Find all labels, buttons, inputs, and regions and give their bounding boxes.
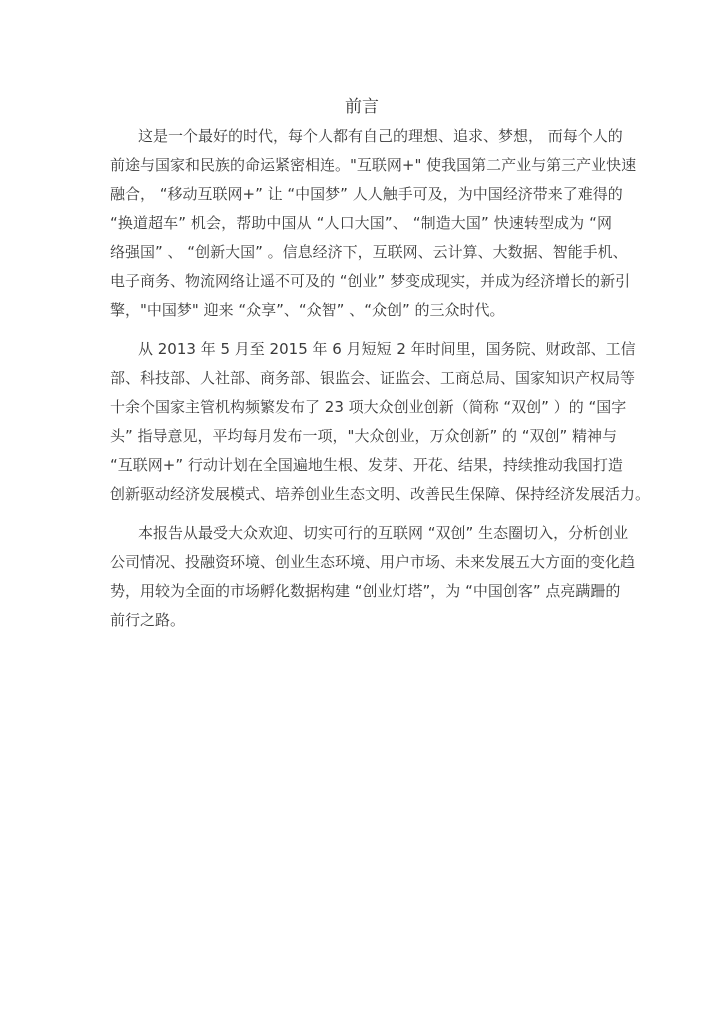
text-line: “互联网+” 行动计划在全国遍地生根、发芽、开花、结果，持续推动我国打造 xyxy=(110,456,623,474)
text-line: 融合， “移动互联网+” 让 “中国梦” 人人触手可及，为中国经济带来了难得的 xyxy=(110,185,623,203)
text-line: 部、科技部、人社部、商务部、银监会、证监会、工商总局、国家知识产权局等 xyxy=(110,369,636,387)
text-line: 擎，"中国梦" 迎来 “众享”、“众智” 、“众创” 的三众时代。 xyxy=(110,301,505,319)
text-line: 前途与国家和民族的命运紧密相连。"互联网+" 使我国第二产业与第三产业快速 xyxy=(110,156,637,174)
text-line: 头” 指导意见，平均每月发布一项，"大众创业，万众创新” 的 “双创” 精神与 xyxy=(110,427,618,445)
document-body xyxy=(110,124,651,647)
text-line: 这是一个最好的时代，每个人都有自己的理想、追求、梦想， 而每个人的 xyxy=(138,127,623,145)
text-line: 势，用较为全面的市场孵化数据构建 “创业灯塔”，为 “中国创客” 点亮蹒跚的 xyxy=(110,582,621,600)
text-line: 络强国” 、 “创新大国” 。信息经济下，互联网、云计算、大数据、智能手机、 xyxy=(110,243,628,261)
text-line: 公司情况、投融资环境、创业生态环境、用户市场、未来发展五大方面的变化趋 xyxy=(110,553,636,571)
text-line: 本报告从最受大众欢迎、切实可行的互联网 “双创” 生态圈切入，分析创业 xyxy=(138,524,629,542)
text-line: 创新驱动经济发展模式、培养创业生态文明、改善民生保障、保持经济发展活力。 xyxy=(110,485,651,503)
text-line: “换道超车” 机会，帮助中国从 “人口大国”、 “制造大国” 快速转型成为 “网 xyxy=(110,214,612,232)
text-line: 从 2013 年 5 月至 2015 年 6 月短短 2 年时间里，国务院、财政部、工信 xyxy=(138,340,636,358)
text-line: 前行之路。 xyxy=(110,611,186,629)
paragraph-1 xyxy=(110,124,637,327)
text-line: 十余个国家主管机构频繁发布了 23 项大众创业创新（简称 “双创” ）的 “国字 xyxy=(110,398,627,416)
page-title: 前言 xyxy=(345,97,379,117)
paragraph-2 xyxy=(110,337,651,511)
paragraph-3 xyxy=(110,521,636,637)
text-line: 电子商务、物流网络让遥不可及的 “创业” 梦变成现实，并成为经济增长的新引 xyxy=(110,272,631,290)
